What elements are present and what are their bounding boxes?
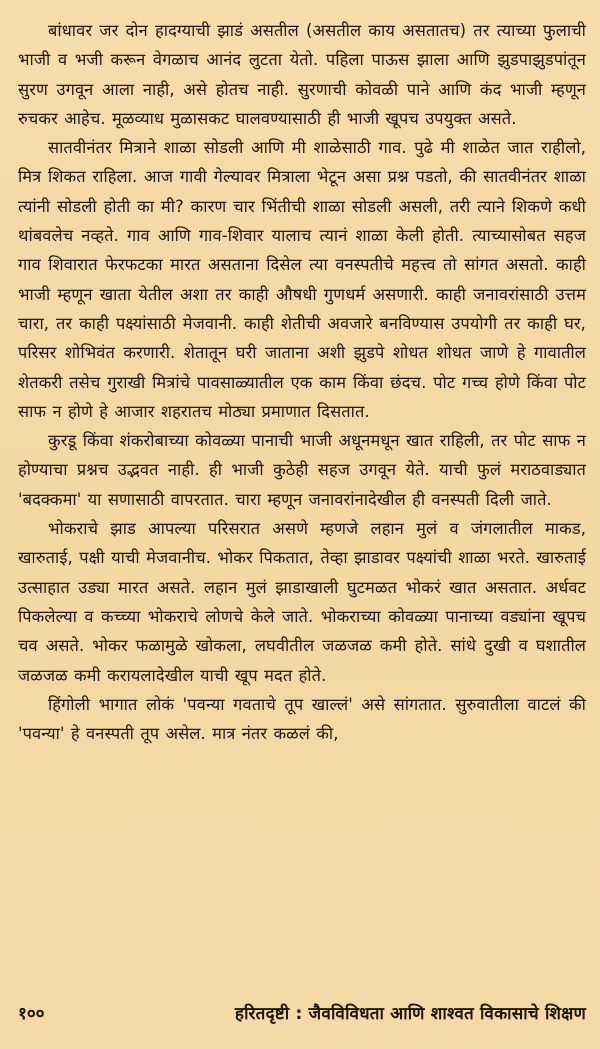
paragraph-4: भोकराचे झाड आपल्या परिसरात असणे म्हणजे लहान मुलं व जंगलातील माकड, खारुताई, पक्षी याची मेजवानीच. भोकर पिकतात, तेव्हा झाडावर पक्ष्यांची शाळा भरते. खारुताई उत्साहात उड्या मारत असते. लहान मुलं झाडाखाली घुटमळत भोकरं खात असतात. अर्धवट पिकलेल्या व कच्च्या भोकराचे लोणचे केले जाते. भोकराच्या कोवळ्या पानाच्या वड्यांना खूपच चव असते. भोकर फळामुळे खोकला, लघवीतील जळजळ कमी होते. सांधे दुखी व घशातील जळजळ कमी करायलादेखील याची खूप मदत होते. bbox=[18, 519, 586, 685]
page-number: १०० bbox=[18, 1003, 45, 1024]
running-footer-title: हरितदृष्टी : जैवविविधता आणि शाश्वत विकासाचे शिक्षण bbox=[234, 1003, 586, 1024]
paragraph-5: हिंगोली भागात लोकं 'पवन्या गवताचे तूप खाल्लं' असे सांगतात. सुरुवातीला वाटलं की 'पवन्या' हे वनस्पती तूप असेल. मात्र नंतर कळलं की, bbox=[18, 694, 586, 744]
page-footer bbox=[18, 992, 586, 1032]
body-text bbox=[18, 16, 586, 748]
paragraph-1: बांधावर जर दोन हादग्याची झाडं असतील (असतील काय असतातच) तर त्याच्या फुलाची भाजी व भजी करून वेगळाच आनंद लुटता येतो. पहिला पाऊस झाला आणि झुडपाझुडपांतून सुरण उगवून आला नाही, असे होतच नाही. सुरणाची कोवळी पाने आणि कंद भाजी म्हणून रुचकर आहेच. मूळव्याध मुळासकट घालवण्यासाठी ही भाजी खूपच उपयुक्त असते. bbox=[18, 21, 586, 128]
paragraph-2: सातवीनंतर मित्राने शाळा सोडली आणि मी शाळेसाठी गाव. पुढे मी शाळेत जात राहीलो, मित्र शिकत राहिला. आज गावी गेल्यावर मित्राला भेटून असा प्रश्न पडतो, की सातवीनंतर शाळा त्यांनी सोडली होती का मी? कारण चार भिंतीची शाळा सोडली असली, तरी त्याने शिकणे कधी थांबवलेच नव्हते. गाव आणि गाव-शिवार यालाच त्यानं शाळा केली होती. त्याच्यासोबत सहज गाव शिवारात फेरफटका मारत असताना दिसेल त्या वनस्पतीचे महत्त्व तो सांगत असतो. काही भाजी म्हणून खाता येतील अशा तर काही औषधी गुणधर्म असणारी. काही जनावरांसाठी उत्तम चारा, तर काही पक्ष्यांसाठी मेजवानी. काही शेतीची अवजारे बनविण्यास उपयोगी तर काही घर, परिसर शोभिवंत करणारी. शेतातून घरी जाताना अशी झुडपे शोधत शोधत जाणे हे गावातील शेतकरी तसेच गुराखी मित्रांचे पावसाळ्यातील एक काम किंवा छंदच. पोट गच्च होणे किंवा पोट साफ न होणे हे आजार शहरातच मोठ्या प्रमाणात दिसतात. bbox=[18, 138, 586, 421]
paragraph-3: कुरडू किंवा शंकरोबाच्या कोवळ्या पानाची भाजी अधूनमधून खात राहिली, तर पोट साफ न होण्याचा प्रश्नच उद्भवत नाही. ही भाजी कुठेही सहज उगवून येते. याची फुलं मराठवाड्यात 'बदक्कमा' या सणासाठी वापरतात. चारा म्हणून जनावरांनादेखील ही वनस्पती दिली जाते. bbox=[18, 431, 586, 509]
